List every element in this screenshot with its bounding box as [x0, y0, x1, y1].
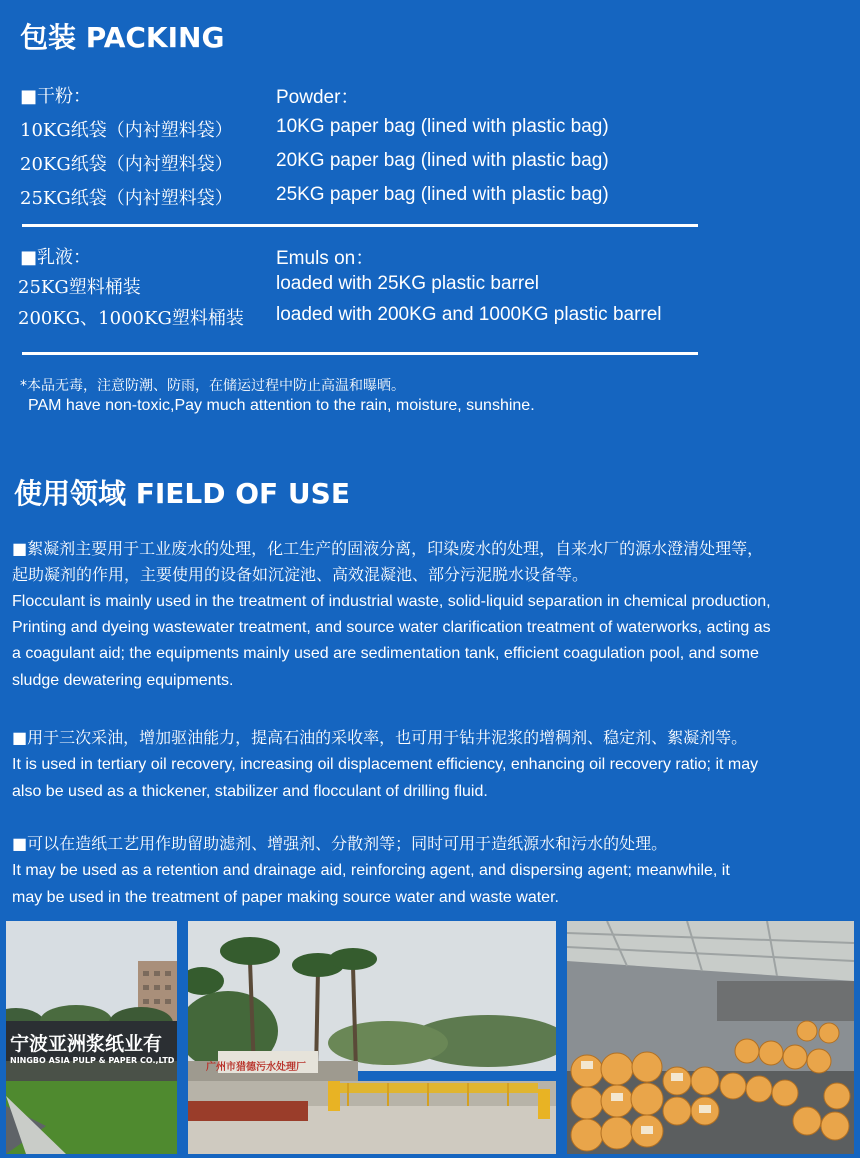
- sewage-plant-sign-text: 广州市猎德污水处理厂: [206, 1062, 306, 1073]
- powder-row-cn: 10KG纸袋（内衬塑料袋）: [20, 120, 233, 141]
- paragraph-en: It is used in tertiary oil recovery, increasing oil displacement efficiency, enhancing oil recovery ratio; it may: [12, 756, 759, 773]
- powder-row-en: 25KG paper bag (lined with plastic bag): [276, 184, 609, 205]
- paragraph-en: sludge dewatering equipments.: [12, 672, 234, 689]
- paragraph-en: may be used in the treatment of paper making source water and waste water.: [12, 889, 559, 906]
- emulsion-label-en: Emuls on：: [276, 248, 375, 269]
- paragraph-en: a coagulant aid; the equipments mainly used are sedimentation tank, efficient coagulation pool, and some: [12, 645, 759, 662]
- paragraph-cn: 起助凝剂的作用，主要使用的设备如沉淀池、高效混凝池、部分污泥脱水设备等。: [12, 565, 589, 584]
- powder-label-cn: ■干粉：: [20, 86, 92, 107]
- paragraph-en: Flocculant is mainly used in the treatment of industrial waste, solid-liquid separation in chemical production,: [12, 593, 771, 610]
- factory-sign-text-en: NINGBO ASIA PULP & PAPER CO.,LTD: [10, 1056, 175, 1065]
- paragraph-en: also be used as a thickener, stabilizer and flocculant of drilling fluid.: [12, 783, 488, 800]
- emulsion-row-cn: 25KG塑料桶装: [18, 277, 141, 298]
- emulsion-row-en: loaded with 200KG and 1000KG plastic barrel: [276, 304, 662, 325]
- paragraph-cn: ■用于三次采油，增加驱油能力，提高石油的采收率，也可用于钻井泥浆的增稠剂、稳定剂、絮凝剂等。: [12, 728, 748, 747]
- packing-note-cn: *本品无毒，注意防潮、防雨，在储运过程中防止高温和曝晒。: [20, 378, 405, 394]
- powder-row-en: 10KG paper bag (lined with plastic bag): [276, 116, 609, 137]
- factory-sign-text-cn: 宁波亚洲浆纸业有: [10, 1033, 163, 1055]
- emulsion-row-cn: 200KG、1000KG塑料桶装: [18, 308, 244, 329]
- paragraph-cn: ■可以在造纸工艺用作助留助滤剂、增强剂、分散剂等；同时可用于造纸源水和污水的处理。: [12, 834, 668, 853]
- emulsion-label-cn: ■乳液：: [20, 247, 92, 268]
- photo-factory-sign: [6, 921, 177, 1154]
- packing-note-en: PAM have non-toxic,Pay much attention to the rain, moisture, sunshine.: [28, 397, 535, 414]
- powder-row-en: 20KG paper bag (lined with plastic bag): [276, 150, 609, 171]
- field-of-use-title: 使用领域 FIELD OF USE: [14, 477, 350, 510]
- photo-paper-warehouse: [567, 921, 854, 1154]
- paragraph-cn: ■絮凝剂主要用于工业废水的处理，化工生产的固液分离，印染废水的处理，自来水厂的源水澄清处理等，: [12, 539, 764, 558]
- emulsion-row-en: loaded with 25KG plastic barrel: [276, 273, 539, 294]
- paragraph-en: It may be used as a retention and drainage aid, reinforcing agent, and dispersing agent; meanwhile, it: [12, 862, 730, 879]
- powder-row-cn: 20KG纸袋（内衬塑料袋）: [20, 154, 233, 175]
- divider: [22, 352, 698, 355]
- packing-title: 包装 PACKING: [20, 21, 225, 54]
- photo-sewage-plant: [188, 921, 556, 1154]
- paragraph-en: Printing and dyeing wastewater treatment, and source water clarification treatment of waterworks, acting as: [12, 619, 771, 636]
- powder-row-cn: 25KG纸袋（内衬塑料袋）: [20, 188, 233, 209]
- divider: [22, 224, 698, 227]
- powder-label-en: Powder：: [276, 87, 360, 108]
